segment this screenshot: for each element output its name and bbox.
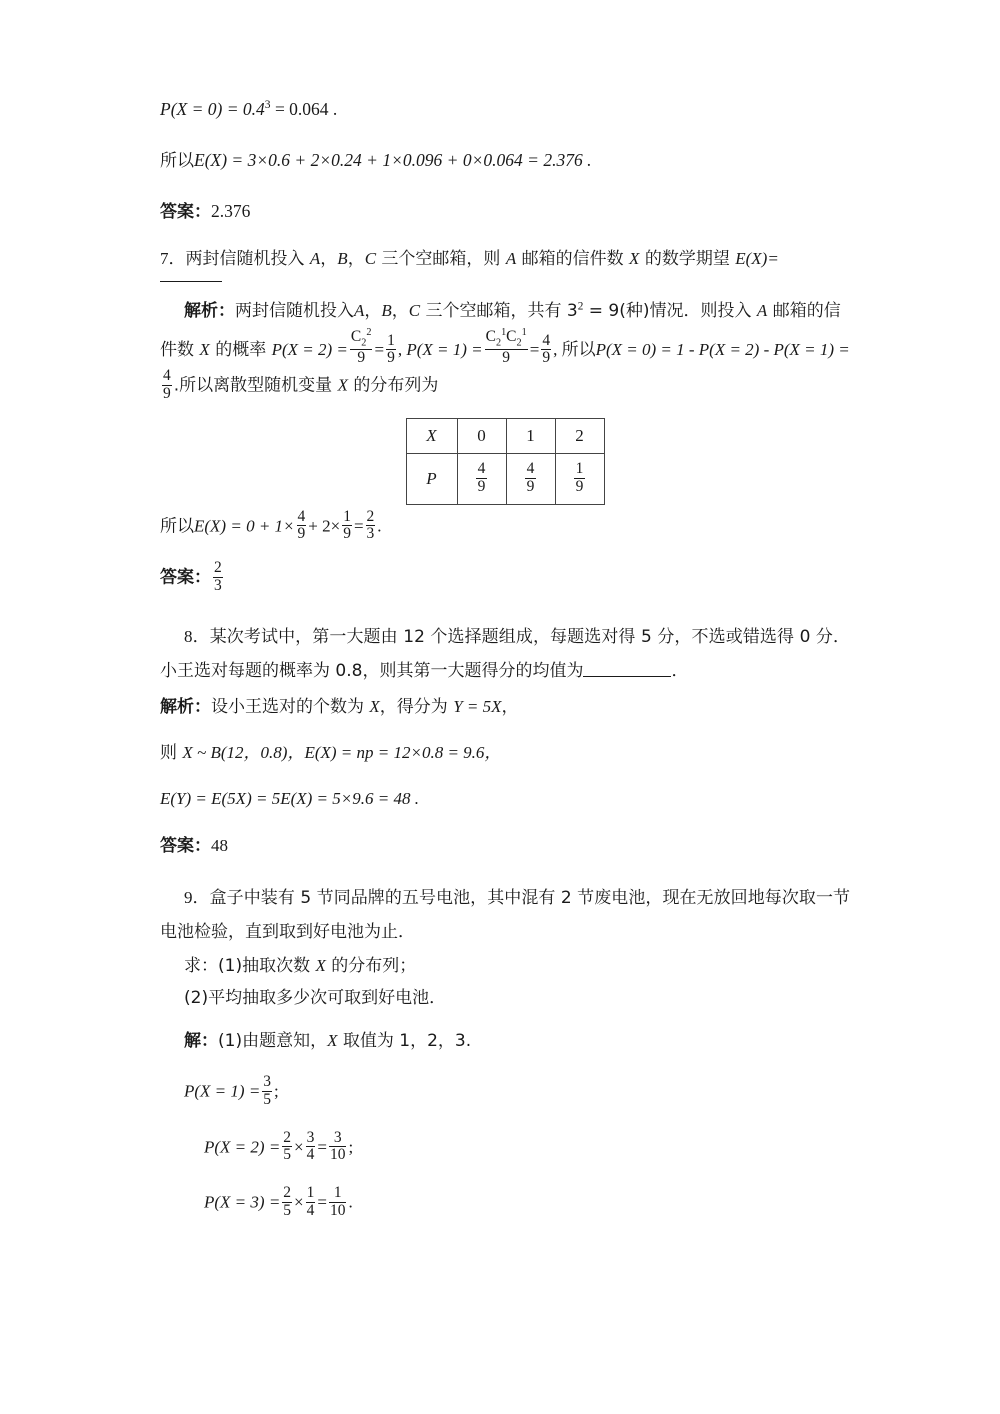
table-cell-p-2 bbox=[555, 453, 604, 504]
q7-conclusion-frac-1 bbox=[297, 509, 307, 543]
q7-answer-denominator: 3 bbox=[214, 576, 222, 594]
q7-analysis-line2 bbox=[160, 327, 850, 368]
q7-comb2-subscript-2: 2 bbox=[516, 337, 522, 349]
q7-variable-x: X bbox=[629, 248, 640, 268]
q7-suoyi-1: 所以 bbox=[561, 339, 596, 360]
table-header-p: P bbox=[406, 453, 457, 504]
q9-p2-fraction-1 bbox=[282, 1130, 292, 1164]
q7-comb-superscript: 2 bbox=[366, 327, 372, 339]
q9-ask-1-x: X bbox=[315, 956, 326, 976]
q7-suoyi-2: 所以 bbox=[160, 516, 194, 537]
q9-p2-line bbox=[160, 1128, 850, 1166]
q7-expectation-symbol: E(X)= bbox=[735, 248, 779, 268]
q7-prob-px1: P(X = 1) = bbox=[406, 339, 483, 359]
q7-conclusion-b: + 2× bbox=[308, 516, 341, 536]
q7-distribution-intro-2: 的分布列为 bbox=[347, 375, 439, 396]
q7-distribution-intro: .所以离散型随机变量 bbox=[173, 375, 338, 396]
table-frac-2-den: 9 bbox=[575, 477, 584, 495]
q6-expectation-prefix: 所以 bbox=[160, 151, 194, 172]
q9-p3-times: × bbox=[294, 1192, 304, 1212]
q7-conclusion-frac-2-den: 9 bbox=[343, 525, 351, 543]
q9-p2-equals: = bbox=[317, 1137, 327, 1157]
q9-ask-2-text: (2)平均抽取多少次可取到好电池． bbox=[184, 988, 447, 1009]
q9-p3-f2-den: 4 bbox=[306, 1201, 315, 1219]
q9-stem bbox=[160, 881, 850, 949]
q7-frac19-denominator: 9 bbox=[387, 349, 395, 367]
q6-px0-label: P(X = 0) = 0.4 bbox=[160, 99, 265, 119]
q9-p2-f3-den: 10 bbox=[329, 1146, 346, 1164]
q9-p2-tail: ; bbox=[348, 1137, 354, 1157]
q7-conclusion-period: . bbox=[377, 516, 382, 536]
q8-answer-line bbox=[160, 833, 850, 859]
q7-frac-c2c2-over-9 bbox=[485, 328, 528, 366]
table-header-x: X bbox=[406, 418, 457, 453]
q9-p2-f1-den: 5 bbox=[283, 1146, 292, 1164]
q9-p1-line bbox=[160, 1073, 850, 1110]
q9-p1-denominator: 5 bbox=[263, 1090, 272, 1108]
q7-box-b: B bbox=[337, 248, 348, 268]
q7-conclusion-c: = bbox=[353, 516, 364, 536]
q8-analysis-line3 bbox=[160, 786, 850, 812]
q9-p1-tail: ; bbox=[274, 1081, 279, 1101]
q8-variable-y: Y = 5X bbox=[453, 696, 502, 716]
q8-then-prefix: 则 bbox=[160, 743, 183, 763]
table-frac-1-den: 9 bbox=[526, 477, 535, 495]
q8-analysis-line2 bbox=[160, 740, 850, 766]
q7-answer-numerator: 2 bbox=[214, 559, 222, 577]
q7-distribution-table-wrap bbox=[160, 418, 850, 505]
q7-analysis-line3 bbox=[160, 367, 850, 404]
q7-frac-4-over-9 bbox=[541, 333, 551, 367]
q9-p2-f1-num: 2 bbox=[283, 1128, 292, 1146]
q9-solution-line bbox=[160, 1028, 850, 1054]
q6-answer-label: 答案： bbox=[160, 202, 211, 223]
q7-prob-text-2: 的概率 bbox=[209, 339, 272, 360]
q6-px0-exponent: 3 bbox=[264, 99, 271, 112]
q7-conclusion-frac-1-num: 4 bbox=[297, 507, 306, 525]
q7-stem-part4: 的数学期望 bbox=[639, 248, 736, 269]
q7-analysis-box-a: A bbox=[354, 300, 365, 320]
q7-frac-c22-denominator: 9 bbox=[350, 349, 373, 366]
q9-p2-f2-den: 4 bbox=[306, 1146, 315, 1164]
q7-comma-2: ， bbox=[347, 248, 365, 269]
q7-conclusion-a: E(X) = 0 + 1× bbox=[194, 516, 295, 536]
q6-expectation-body: E(X) = 3×0.6 + 2×0.24 + 1×0.096 + 0×0.064 = 2.376 . bbox=[194, 150, 592, 171]
table-cell-x-2: 2 bbox=[555, 418, 604, 453]
q7-prob-px0: P(X = 0) = 1 - P(X = 2) - P(X = 1) = bbox=[595, 339, 850, 359]
q8-ey-expr: E(Y) = E(5X) = 5E(X) = 5×9.6 = 48 . bbox=[160, 789, 419, 809]
q7-frac-c2c2-numerator: $C_2^1C_2^1$ bbox=[485, 327, 527, 349]
q8-analysis-line1 bbox=[160, 694, 850, 720]
q8-number: 8． bbox=[184, 626, 210, 646]
q8-stem-tail: ． bbox=[671, 660, 689, 681]
q9-p3-f1-num: 2 bbox=[283, 1184, 292, 1202]
q9-p3-fraction-3 bbox=[329, 1185, 347, 1219]
q9-ask-line-1 bbox=[160, 953, 850, 979]
q9-ask-label: 求： bbox=[184, 956, 218, 977]
q8-answer-label: 答案： bbox=[160, 835, 211, 856]
q7-frac49-numerator: 4 bbox=[542, 331, 551, 349]
q7-comb-subscript: 2 bbox=[361, 337, 367, 349]
q6-px0-tail: = 0.064 . bbox=[270, 99, 338, 119]
q9-p1-label: P(X = 1) = bbox=[184, 1081, 261, 1101]
q7-answer-blank[interactable] bbox=[160, 280, 222, 282]
q7-prob-px2: P(X = 2) = bbox=[271, 339, 348, 359]
q8-stem-text: 某次考试中，第一大题由 12 个选择题组成，每题选对得 5 分，不选或错选得 0 分．小王选对每题的概率为 0.8，则其第一大题得分的均值为 bbox=[160, 626, 851, 681]
q7-conclusion-frac-1-den: 9 bbox=[297, 525, 306, 543]
q9-p3-f2-num: 1 bbox=[306, 1184, 315, 1202]
q9-p1-fraction bbox=[262, 1074, 272, 1108]
q9-ask-1-text: (1)抽取次数 bbox=[218, 956, 316, 977]
q7-analysis-box-c: C bbox=[408, 300, 421, 320]
q9-solution-text-1: (1)由题意知， bbox=[218, 1030, 328, 1051]
q8-binomial-expr: X ~ B(12，0.8)，E(X) = np = 12×0.8 = 9.6， bbox=[182, 743, 502, 762]
q7-equals-2: = bbox=[529, 339, 540, 359]
q9-p2-fraction-3 bbox=[329, 1130, 347, 1164]
q6-px0-line bbox=[160, 96, 850, 123]
q9-solution-x: X bbox=[327, 1030, 338, 1050]
q7-analysis-comma-2: ， bbox=[391, 300, 409, 321]
q9-number: 9． bbox=[184, 888, 210, 908]
q9-p2-fraction-2 bbox=[306, 1130, 316, 1164]
q9-p3-tail: . bbox=[348, 1192, 353, 1212]
q7-analysis-comma-1: ， bbox=[364, 300, 382, 321]
q7-analysis-para bbox=[160, 294, 850, 328]
q7-box-a: A bbox=[309, 248, 321, 268]
q7-conclusion-frac-2 bbox=[342, 509, 352, 543]
q9-solution-label: 解： bbox=[184, 1030, 218, 1051]
q9-p3-label: P(X = 3) = bbox=[204, 1192, 281, 1212]
q9-p2-f3-num: 3 bbox=[333, 1128, 342, 1146]
q7-box-a2: A bbox=[505, 248, 517, 268]
q7-conclusion-frac-3 bbox=[366, 509, 376, 543]
table-frac-0-num: 4 bbox=[477, 460, 486, 478]
q7-analysis-text-4: 邮箱的信 bbox=[767, 300, 841, 321]
q7-analysis-box-a2: A bbox=[756, 300, 768, 320]
q6-answer-line bbox=[160, 198, 850, 225]
q7-frac49-denominator: 9 bbox=[542, 349, 551, 367]
q7-analysis-text-2: 三个空邮箱，共有 3 bbox=[420, 300, 578, 321]
q7-prob-text-1: 件数 bbox=[160, 339, 200, 360]
q9-p3-f3-den: 10 bbox=[329, 1201, 346, 1219]
q9-p2-label: P(X = 2) = bbox=[204, 1137, 281, 1157]
table-frac-1 bbox=[525, 461, 537, 495]
table-frac-0 bbox=[476, 461, 488, 495]
q9-p3-f3-num: 1 bbox=[333, 1184, 342, 1202]
q8-answer-value: 48 bbox=[211, 835, 228, 855]
q7-frac19-numerator: 1 bbox=[387, 331, 395, 349]
q7-comb2-subscript-1: 2 bbox=[495, 337, 502, 349]
q8-stem bbox=[160, 620, 850, 688]
q7-frac49b-denominator: 9 bbox=[163, 384, 171, 402]
q7-stem bbox=[160, 242, 850, 276]
q7-frac-1-over-9 bbox=[386, 333, 396, 367]
q8-analysis-label: 解析： bbox=[160, 696, 211, 717]
q7-conclusion-line bbox=[160, 507, 850, 545]
q7-frac-c22-numerator: $C_2^2$ bbox=[350, 327, 372, 349]
table-row bbox=[406, 453, 604, 504]
q6-expectation-line bbox=[160, 147, 850, 174]
table-cell-x-0: 0 bbox=[457, 418, 506, 453]
q8-variable-x: X bbox=[369, 696, 380, 716]
q7-stem-part1: 两封信随机投入 bbox=[185, 248, 310, 269]
q9-ask-1-text2: 的分布列； bbox=[325, 956, 417, 977]
q8-analysis-text-1: 设小王选对的个数为 bbox=[211, 696, 370, 717]
q7-comma-4: , bbox=[553, 339, 558, 359]
q8-analysis-text-2: ，得分为 bbox=[379, 696, 454, 717]
q7-frac-4-over-9-standalone bbox=[162, 368, 172, 402]
q7-stem-part2: 三个空邮箱，则 bbox=[376, 248, 506, 269]
table-frac-0-den: 9 bbox=[477, 477, 486, 495]
table-cell-x-1: 1 bbox=[506, 418, 555, 453]
q7-stem-part3: 邮箱的信件数 bbox=[516, 248, 630, 269]
q7-answer-line bbox=[160, 559, 850, 596]
q7-distribution-table bbox=[406, 418, 605, 505]
q8-answer-blank[interactable] bbox=[583, 661, 671, 677]
table-frac-2-num: 1 bbox=[575, 460, 584, 478]
q9-p2-times: × bbox=[294, 1137, 304, 1157]
q7-answer-fraction bbox=[213, 560, 223, 594]
q7-conclusion-frac-3-num: 2 bbox=[366, 507, 375, 525]
table-cell-p-0 bbox=[457, 453, 506, 504]
q7-answer-label: 答案： bbox=[160, 567, 211, 588]
q7-comb2-superscript-1: 1 bbox=[501, 327, 507, 339]
table-frac-2 bbox=[574, 461, 586, 495]
q7-number: 7． bbox=[160, 248, 186, 268]
q7-frac-c22-over-9 bbox=[350, 328, 373, 366]
q8-analysis-comma: ， bbox=[501, 696, 519, 717]
q7-analysis-text-1: 两封信随机投入 bbox=[235, 300, 354, 321]
q7-comma-1: ， bbox=[320, 248, 338, 269]
q7-comb2-superscript-2: 1 bbox=[521, 327, 527, 339]
q7-frac49b-numerator: 4 bbox=[163, 367, 171, 385]
q7-analysis-label: 解析： bbox=[184, 300, 235, 321]
page-content bbox=[160, 96, 850, 1221]
q7-distribution-x: X bbox=[337, 375, 348, 395]
q9-p3-line bbox=[160, 1184, 850, 1221]
table-frac-1-num: 4 bbox=[526, 460, 535, 478]
q7-conclusion-frac-3-den: 3 bbox=[366, 525, 375, 543]
q7-box-c: C bbox=[364, 248, 377, 268]
q9-solution-text-2: 取值为 1，2，3. bbox=[337, 1030, 472, 1051]
q7-analysis-text-3: = 9(种)情况．则投入 bbox=[583, 300, 757, 321]
q9-p3-f1-den: 5 bbox=[283, 1201, 292, 1219]
q7-frac-c2c2-denominator: 9 bbox=[485, 349, 528, 366]
q9-p3-equals: = bbox=[317, 1192, 327, 1212]
q7-prob-x: X bbox=[199, 339, 210, 359]
q9-p2-f2-num: 3 bbox=[306, 1128, 315, 1146]
q7-comma-3: , bbox=[397, 339, 403, 359]
table-cell-p-1 bbox=[506, 453, 555, 504]
q9-p3-fraction-1 bbox=[282, 1185, 292, 1219]
q7-equals-1: = bbox=[374, 339, 385, 359]
q7-conclusion-frac-2-num: 1 bbox=[343, 507, 351, 525]
q7-analysis-box-b: B bbox=[381, 300, 392, 320]
q9-p3-fraction-2 bbox=[306, 1185, 316, 1219]
table-row bbox=[406, 418, 604, 453]
q9-ask-line-2 bbox=[160, 985, 850, 1011]
q6-answer-value: 2.376 bbox=[211, 201, 251, 222]
q9-stem-text: 盒子中装有 5 节同品牌的五号电池，其中混有 2 节废电池，现在无放回地每次取一节电池检验，直到取到好电池为止． bbox=[160, 888, 851, 943]
q7-analysis-exponent: 2 bbox=[577, 300, 584, 313]
q9-p1-numerator: 3 bbox=[263, 1073, 272, 1091]
